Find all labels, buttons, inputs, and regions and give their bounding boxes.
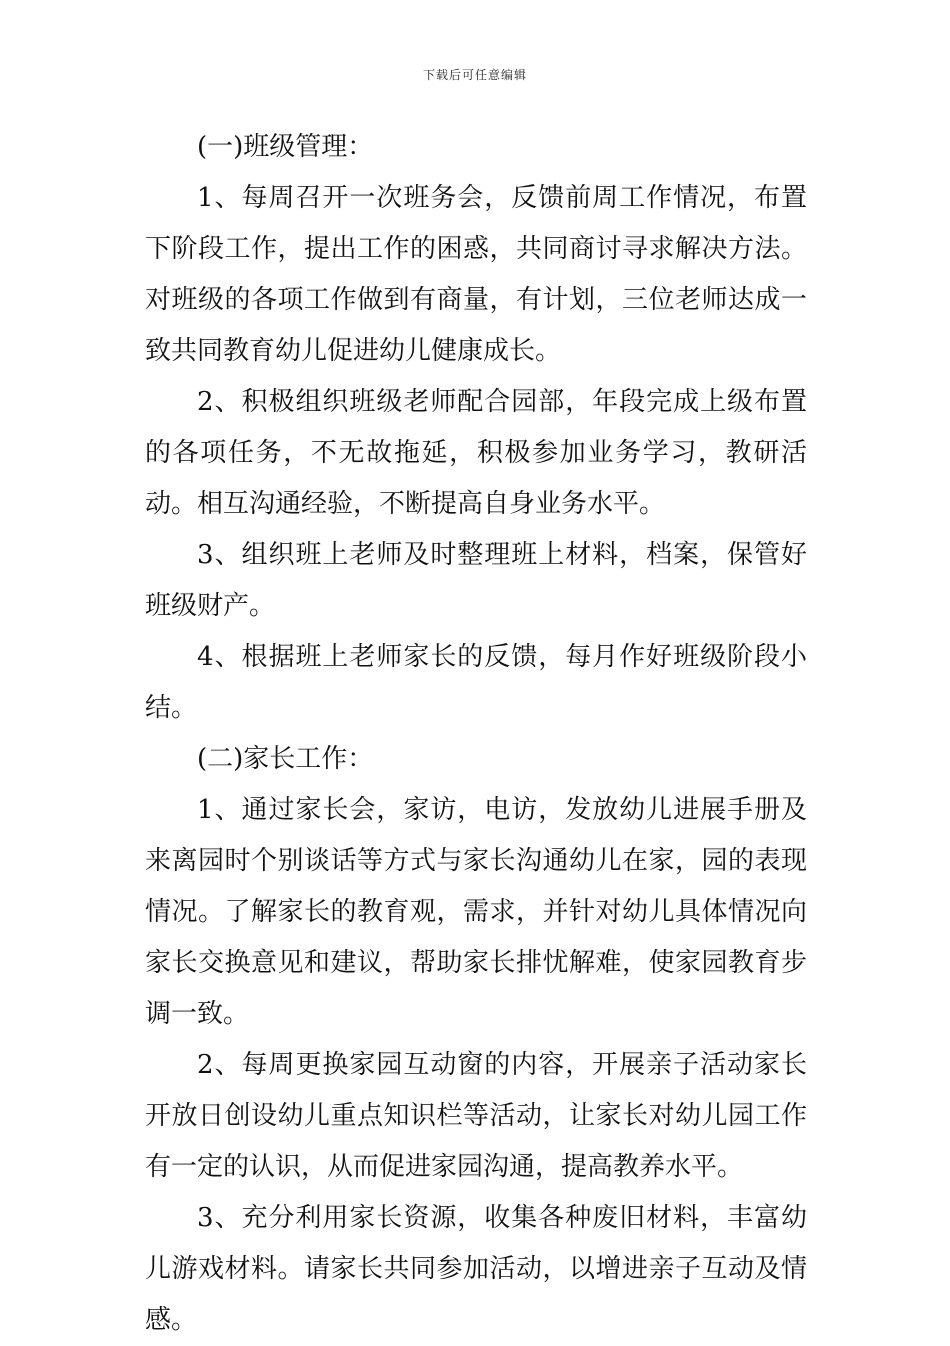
- paragraph: 3、充分利用家长资源，收集各种废旧材料，丰富幼儿游戏材料。请家长共同参加活动，以增进亲子互动及情感。: [145, 1203, 807, 1335]
- paragraph: 1、每周召开一次班务会，反馈前周工作情况，布置下阶段工作，提出工作的困惑，共同商讨寻求解决方法。对班级的各项工作做到有商量，有计划，三位老师达成一致共同教育幼儿促进幼儿健康成长。: [145, 183, 807, 366]
- paragraph: 1、通过家长会，家访，电访，发放幼儿进展手册及来离园时个别谈话等方式与家长沟通幼儿在家，园的表现情况。了解家长的教育观，需求，并针对幼儿具体情况向家长交换意见和建议，帮助家长排忧解难，使家园教育步调一致。: [145, 795, 807, 1029]
- section-heading-class-management: (一)班级管理：: [197, 132, 374, 162]
- paragraph: 2、积极组织班级老师配合园部，年段完成上级布置的各项任务，不无故拖延，积极参加业务学习，教研活动。相互沟通经验，不断提高自身业务水平。: [145, 387, 807, 519]
- paragraph: 3、组织班上老师及时整理班上材料，档案，保管好班级财产。: [145, 540, 807, 621]
- document-body: [145, 122, 807, 1346]
- paragraph: 4、根据班上老师家长的反馈，每月作好班级阶段小结。: [145, 642, 807, 723]
- paragraph: 2、每周更换家园互动窗的内容，开展亲子活动家长开放日创设幼儿重点知识栏等活动，让家长对幼儿园工作有一定的认识，从而促进家园沟通，提高教养水平。: [145, 1050, 807, 1182]
- header-note: 下载后可任意编辑: [422, 68, 527, 82]
- section-heading-parent-work: (二)家长工作：: [197, 744, 374, 774]
